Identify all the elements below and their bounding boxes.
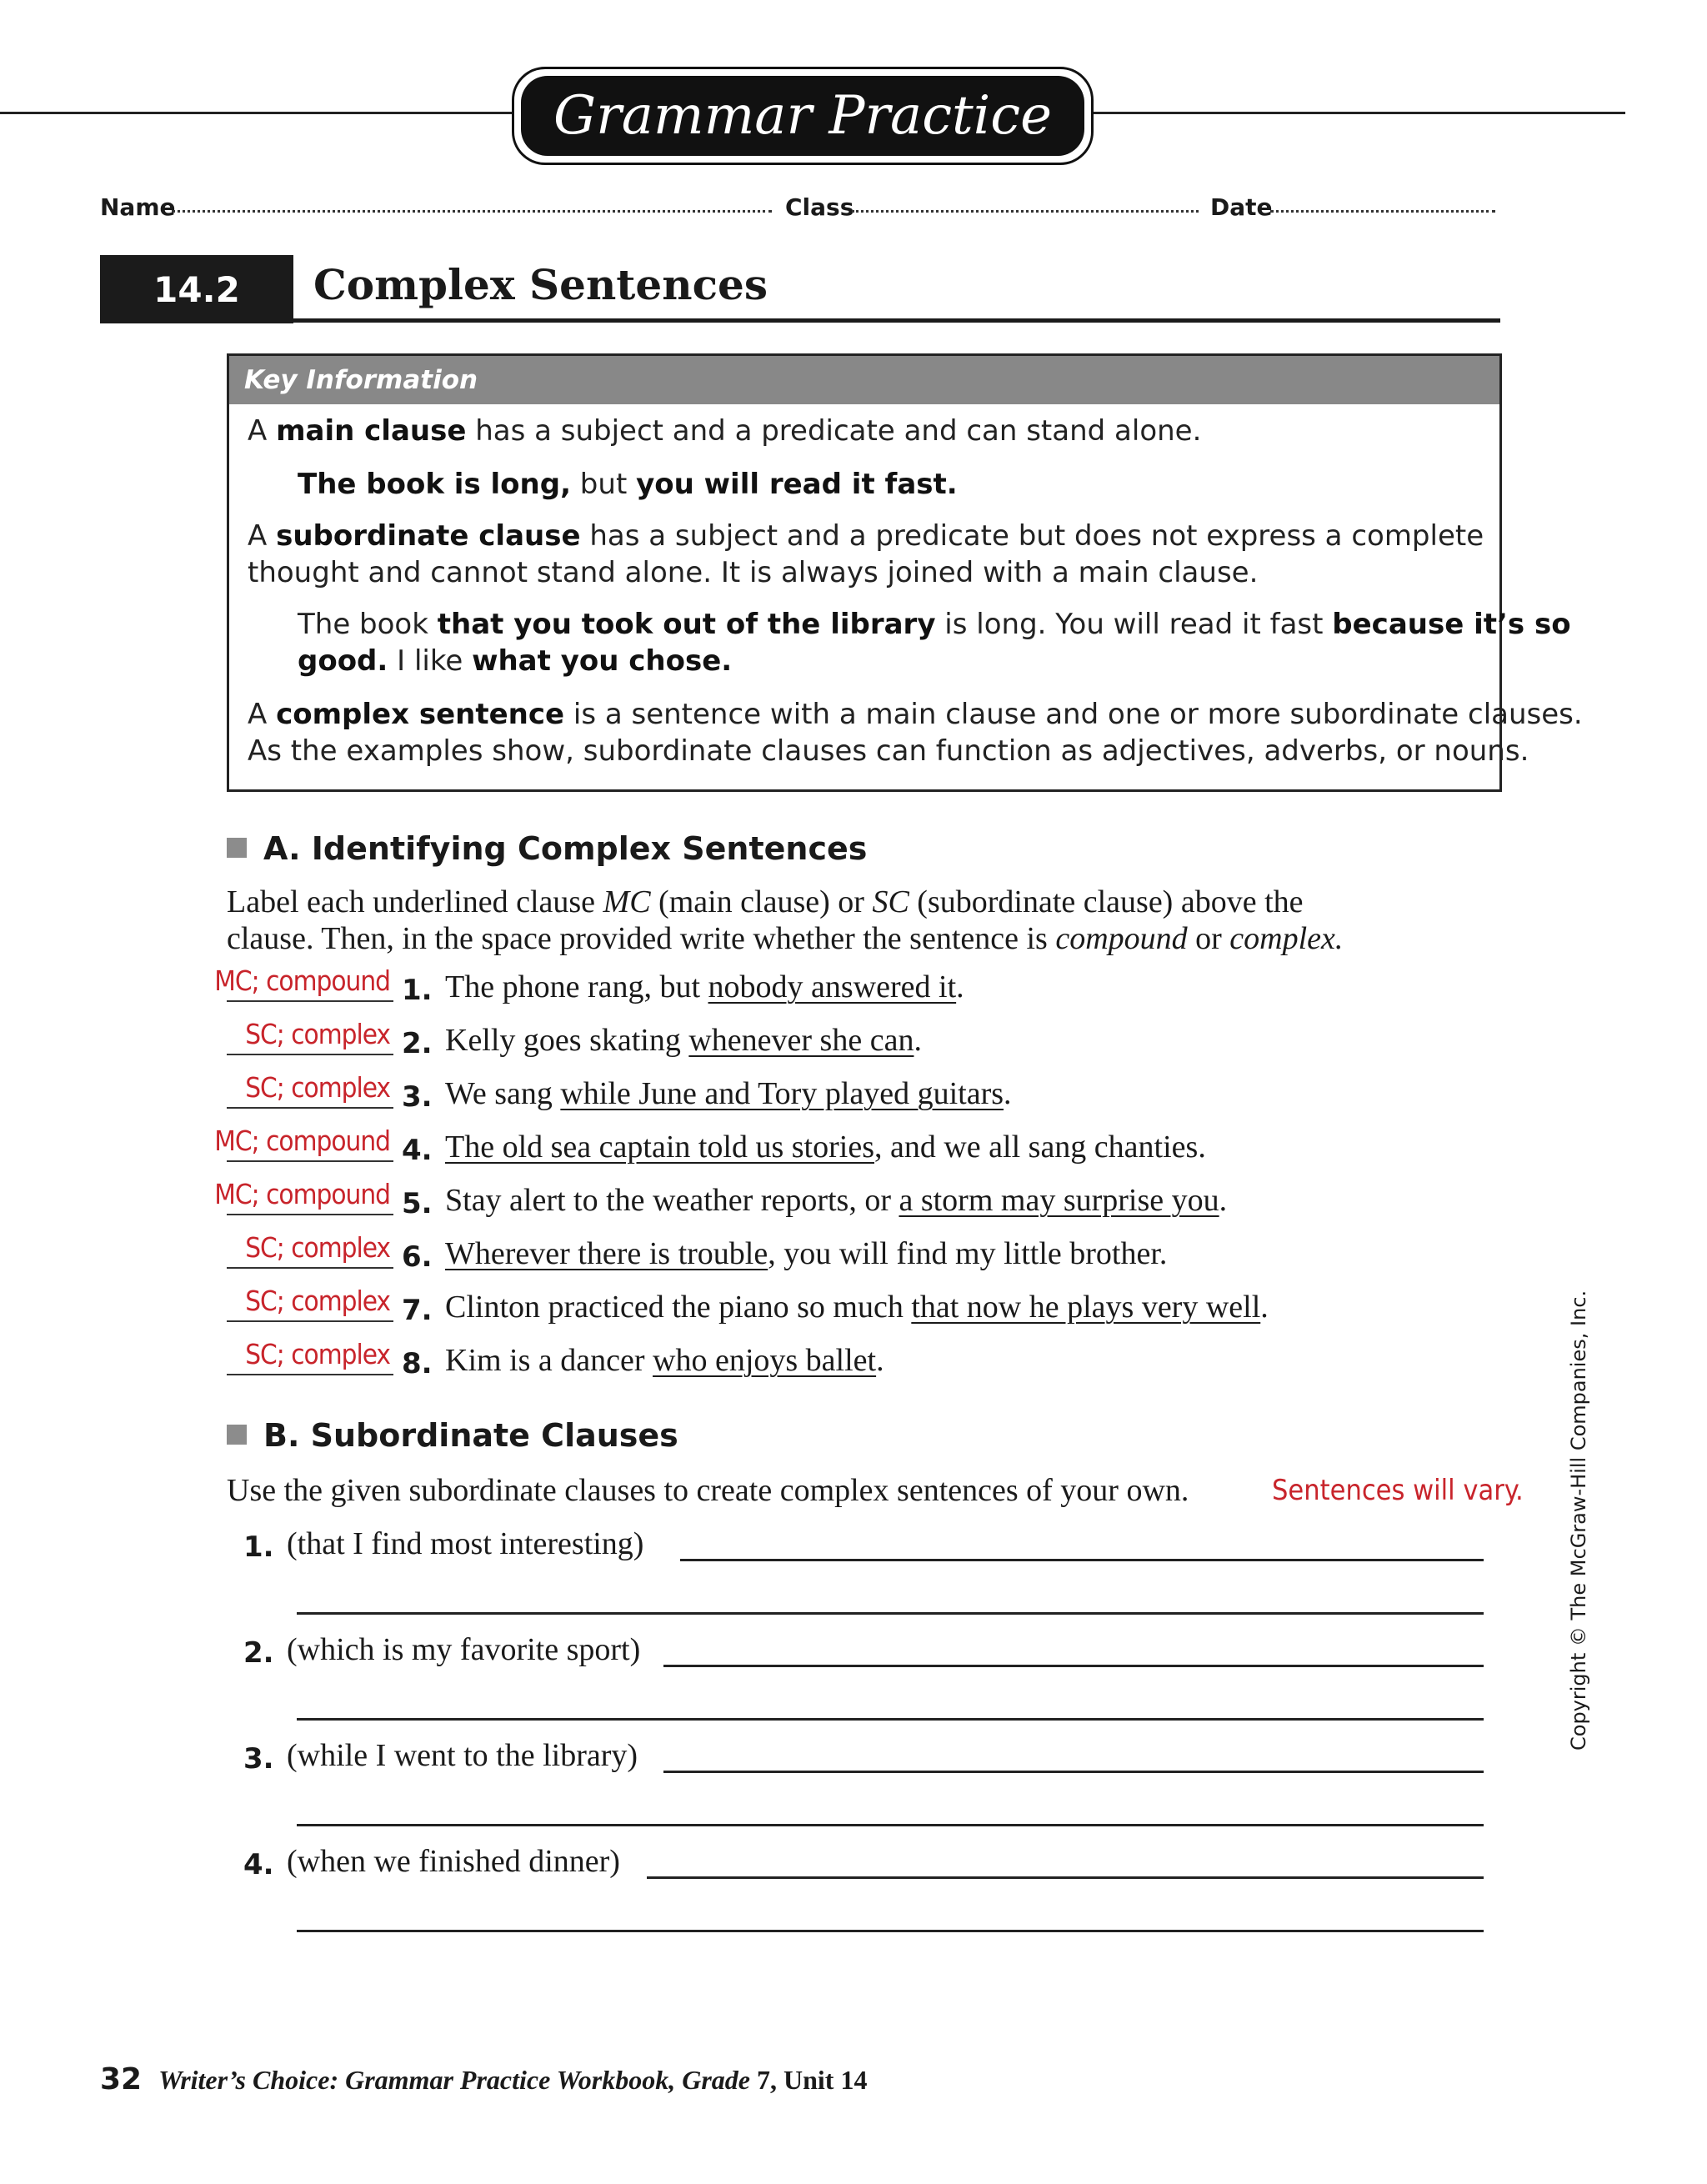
item-sentence: The phone rang, but nobody answered it. [445, 969, 964, 1004]
key-information-box [227, 353, 1583, 792]
name-label: Name [100, 193, 176, 221]
section-b-instruction: Use the given subordinate clauses to create complex sentences of your own. [227, 1473, 1189, 1508]
answer-text: SC; complex [245, 1231, 390, 1264]
answer-blank[interactable] [214, 964, 393, 1002]
answer-line[interactable] [297, 1612, 1484, 1615]
name-field[interactable] [172, 210, 772, 213]
item-number: 7. [402, 1294, 433, 1327]
key-example-2-cont: good. I like what you chose. [298, 644, 733, 678]
section-a-instruction-2: clause. Then, in the space provided write whether the sentence is compound or complex. [227, 921, 1344, 956]
key-line-3: thought and cannot stand alone. It is always joined with a main clause. [248, 556, 1259, 589]
item-number: 2. [402, 1027, 433, 1060]
key-line-4: A complex sentence is a sentence with a main clause and one or more subordinate clauses. [248, 698, 1583, 731]
name-class-date-row [100, 193, 1500, 227]
answer-blank[interactable] [214, 1124, 393, 1162]
underlined-clause: nobody answered it [708, 969, 957, 1004]
banner [512, 67, 1094, 165]
lesson-rule [293, 318, 1500, 323]
item-sentence: Stay alert to the weather reports, or a storm may surprise you. [445, 1183, 1228, 1218]
section-square-icon [227, 1425, 247, 1445]
answer-line[interactable] [297, 1824, 1484, 1826]
item-number: 3. [402, 1080, 433, 1114]
key-line-1: A main clause has a subject and a predicate and can stand alone. [248, 414, 1202, 448]
class-label: Class [785, 193, 854, 221]
answer-blank[interactable] [227, 1230, 393, 1269]
item-sentence: The old sea captain told us stories, and we all sang chanties. [445, 1130, 1206, 1165]
item-number: 4. [402, 1134, 433, 1167]
answer-blank[interactable] [227, 1337, 393, 1375]
key-example-2: The book that you took out of the library is long. You will read it fast because it’s so [298, 608, 1571, 641]
answer-line[interactable] [663, 1665, 1484, 1667]
answer-text: SC; complex [245, 1071, 390, 1104]
item-number: 4. [243, 1848, 274, 1881]
answer-text: SC; complex [245, 1338, 390, 1370]
underlined-clause: Wherever there is trouble [445, 1236, 768, 1271]
answer-text: MC; compound [214, 964, 390, 997]
item-number: 5. [402, 1187, 433, 1220]
class-field[interactable] [852, 210, 1199, 213]
answer-text: SC; complex [245, 1285, 390, 1317]
key-line-2: A subordinate clause has a subject and a predicate but does not express a complete [248, 519, 1484, 553]
underlined-clause: The old sea captain told us stories [445, 1130, 874, 1165]
answer-line[interactable] [680, 1559, 1484, 1561]
answer-line[interactable] [663, 1771, 1484, 1773]
underlined-clause: whenever she can [688, 1023, 914, 1058]
copyright-text: Copyright © The McGraw-Hill Companies, Inc. [1567, 1290, 1590, 1751]
answer-blank[interactable] [227, 1070, 393, 1109]
underlined-clause: while June and Tory played guitars [560, 1076, 1004, 1111]
item-sentence: Kim is a dancer who enjoys ballet. [445, 1343, 884, 1378]
key-example-1: The book is long, but you will read it fast. [298, 468, 958, 501]
lesson-number: 14.2 [100, 255, 293, 323]
underlined-clause: who enjoys ballet [653, 1343, 877, 1378]
date-label: Date [1210, 193, 1273, 221]
item-sentence: Wherever there is trouble, you will find my little brother. [445, 1236, 1168, 1271]
answer-line[interactable] [647, 1876, 1484, 1879]
item-number: 1. [402, 974, 433, 1007]
answer-blank[interactable] [214, 1177, 393, 1215]
item-sentence: We sang while June and Tory played guitars. [445, 1076, 1012, 1111]
clause-prompt: (that I find most interesting) [287, 1526, 644, 1561]
item-number: 3. [243, 1742, 274, 1776]
answer-text: MC; compound [214, 1125, 390, 1157]
key-line-5: As the examples show, subordinate clauses can function as adjectives, adverbs, or nouns. [248, 734, 1529, 768]
page-number: 32 [100, 2062, 143, 2096]
footer [100, 2062, 867, 2096]
answer-note: Sentences will vary. [1272, 1474, 1524, 1507]
item-number: 1. [243, 1530, 274, 1564]
item-number: 8. [402, 1347, 433, 1380]
answer-line[interactable] [297, 1718, 1484, 1721]
underlined-clause: a storm may surprise you [899, 1183, 1219, 1218]
underlined-clause: that now he plays very well [911, 1290, 1261, 1325]
section-a-instruction-1: Label each underlined clause MC (main clause) or SC (subordinate clause) above the [227, 884, 1304, 919]
section-square-icon [227, 838, 247, 858]
section-b-heading: B. Subordinate Clauses [227, 1417, 678, 1454]
clause-prompt: (while I went to the library) [287, 1738, 638, 1773]
banner-title: Grammar Practice [521, 76, 1084, 156]
item-sentence: Clinton practiced the piano so much that now he plays very well. [445, 1290, 1269, 1325]
clause-prompt: (which is my favorite sport) [287, 1632, 641, 1667]
key-information-heading: Key Information [229, 356, 1499, 404]
date-field[interactable] [1270, 210, 1495, 213]
answer-line[interactable] [297, 1930, 1484, 1932]
section-a-heading: A. Identifying Complex Sentences [227, 830, 867, 867]
item-number: 2. [243, 1636, 274, 1670]
book-title: Writer’s Choice: Grammar Practice Workbook, Grade [158, 2065, 750, 2095]
lesson-title: Complex Sentences [313, 260, 768, 309]
answer-text: SC; complex [245, 1018, 390, 1050]
item-sentence: Kelly goes skating whenever she can. [445, 1023, 922, 1058]
answer-blank[interactable] [227, 1017, 393, 1055]
item-number: 6. [402, 1240, 433, 1274]
book-unit: 7, Unit 14 [750, 2065, 868, 2095]
answer-text: MC; compound [214, 1178, 390, 1210]
answer-blank[interactable] [227, 1284, 393, 1322]
clause-prompt: (when we finished dinner) [287, 1844, 620, 1879]
